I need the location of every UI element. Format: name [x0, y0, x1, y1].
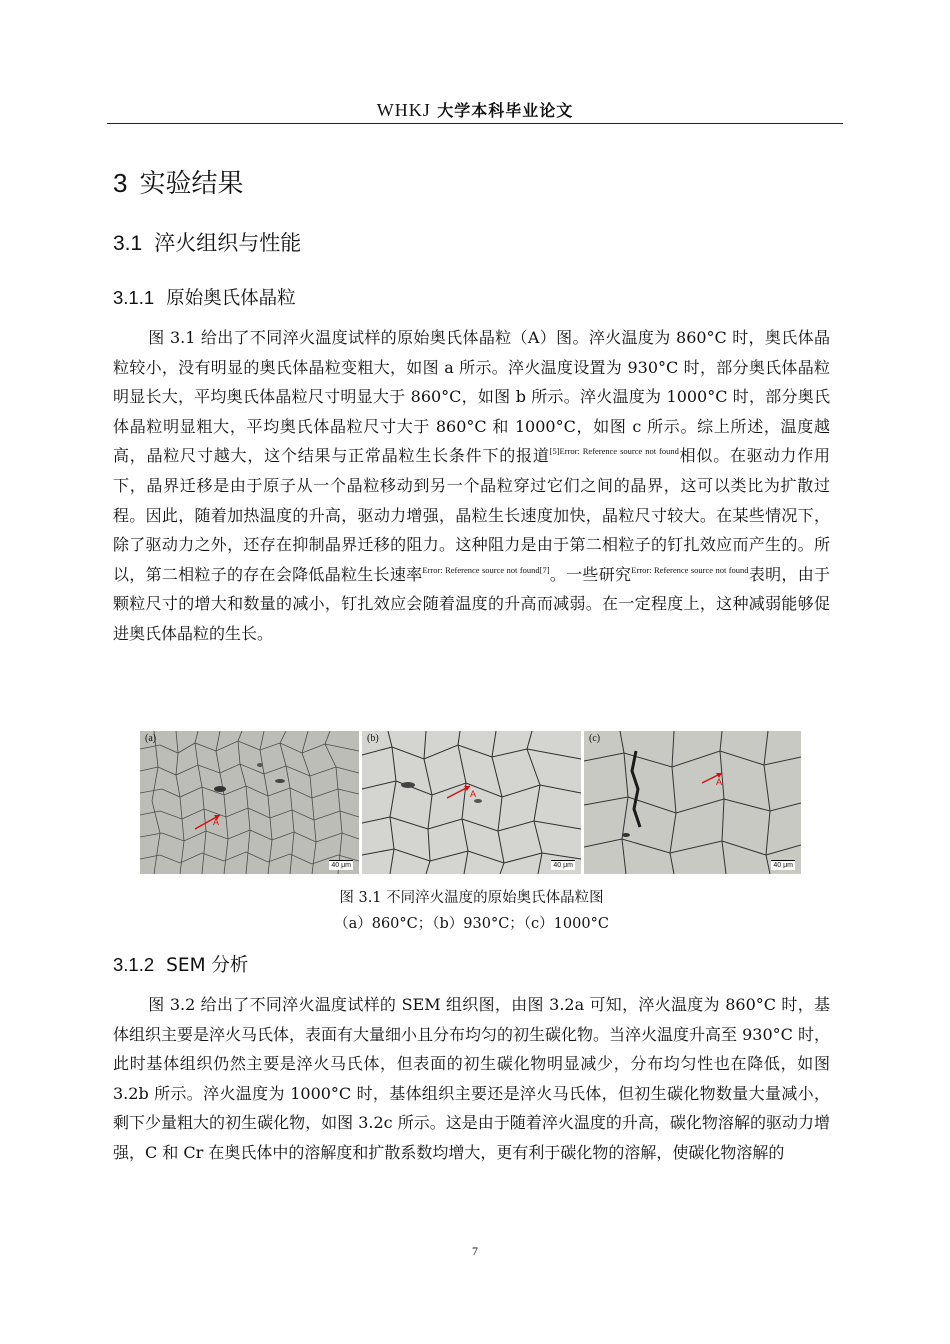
- subsection-number: 3.1.1: [113, 287, 155, 308]
- grain-marker: A: [470, 789, 477, 799]
- scale-bar: 40 μm: [553, 862, 573, 869]
- header-brand: WHKJ: [376, 100, 431, 120]
- micrograph-860c: [140, 731, 359, 874]
- panel-label: (c): [589, 733, 601, 744]
- scale-bar: 40 μm: [773, 862, 793, 869]
- section-title: 淬火组织与性能: [154, 231, 302, 255]
- header-title: 大学本科毕业论文: [437, 101, 574, 120]
- reference-citation: Error: Reference source not found: [631, 564, 749, 575]
- figure-subcaption: （a）860°C；（b）930°C；（c）1000°C: [334, 916, 609, 932]
- reference-citation: Error: Reference source not found[7]: [422, 564, 550, 575]
- micrograph-image: [140, 731, 359, 874]
- subsection-title: SEM 分析: [166, 955, 249, 976]
- chapter-heading: [113, 163, 243, 200]
- micrograph-930c: [362, 731, 581, 874]
- paragraph-text: 图 3.1 给出了不同淬火温度试样的原始奥氏体晶粒（A）图。淬火温度为 860°C 时，奥氏体晶粒较小，没有明显的奥氏体晶粒变粗大，如图 a 所示。淬火温度设置为 930°C 时，部分奥氏体晶粒明显长大，平均奥氏体晶粒尺寸明显大于 860°C，如图 b 所示。淬火温度为 1000°C 时，部分奥氏体晶粒明显粗大，平均奥氏体晶粒尺寸大于 860°C 和 1000°C，如图 c 所示。综上所述，温度越高，晶粒尺寸越大，这个结果与正常晶粒生长条件下的报道: [113, 328, 830, 466]
- section-heading: [113, 227, 301, 257]
- paragraph-text: 表明，由于颗粒尺寸的增大和数量的减小，钉扎效应会随着温度的升高而减弱。在一定程度上，这种减弱能够促进奥氏体晶粒的生长。: [113, 564, 830, 643]
- chapter-title: 实验结果: [139, 169, 244, 199]
- paragraph-grain-size: [113, 323, 830, 649]
- panel-label: (b): [367, 733, 379, 744]
- paragraph-sem-analysis: 图 3.2 给出了不同淬火温度试样的 SEM 组织图，由图 3.2a 可知，淬火温度为 860°C 时，基体组织主要是淬火马氏体，表面有大量细小且分布均匀的初生碳化物。当淬火温度升高至 930°C 时，此时基体组织仍然主要是淬火马氏体，但表面的初生碳化物明显减少，分布均匀性也在降低，如图 3.2b 所示。淬火温度为 1000°C 时，基体组织主要还是淬火马氏体，但初生碳化物数量大量减小，剩下少量粗大的初生碳化物，如图 3.2c 所示。这是由于随着淬火温度的升高，碳化物溶解的驱动力增强，C 和 Cr 在奥氏体中的溶解度和扩散系数均增大，更有利于碳化物的溶解，使碳化物溶解的: [113, 995, 830, 1162]
- figure-caption: 图 3.1 不同淬火温度的原始奥氏体晶粒图: [339, 890, 604, 906]
- scale-bar: 40 μm: [331, 862, 351, 869]
- section-number: 3.1: [113, 232, 143, 255]
- paragraph-text: 相似。在驱动力作用下，晶界迁移是由于原子从一个晶粒移动到另一个晶粒穿过它们之间的晶界，这可以类比为扩散过程。因此，随着加热温度的升高，驱动力增强，晶粒生长速度加快，晶粒尺寸较大。在某些情况下，除了驱动力之外，还存在抑制晶界迁移的阻力。这种阻力是由于第二相粒子的钉扎效应而产生的。所以，第二相粒子的存在会降低晶粒生长速率: [113, 446, 830, 584]
- page-header: [107, 98, 843, 121]
- reference-citation: [5]Error: Reference source not found: [549, 446, 679, 457]
- micrograph-1000c: [584, 731, 801, 874]
- page-number: 7: [472, 1244, 478, 1258]
- paragraph-text: 。一些研究: [549, 564, 632, 584]
- subsection-heading-2: [113, 951, 248, 977]
- subsection-number: 3.1.2: [113, 954, 155, 975]
- subsection-title: 原始奥氏体晶粒: [166, 288, 296, 309]
- grain-marker: A: [213, 817, 220, 827]
- subsection-heading-1: [113, 284, 296, 310]
- header-rule: [107, 123, 843, 124]
- grain-marker: A: [716, 777, 723, 787]
- panel-label: (a): [145, 733, 157, 744]
- chapter-number: 3: [113, 168, 128, 198]
- micrograph-image: [584, 731, 801, 874]
- micrograph-image: [362, 731, 581, 874]
